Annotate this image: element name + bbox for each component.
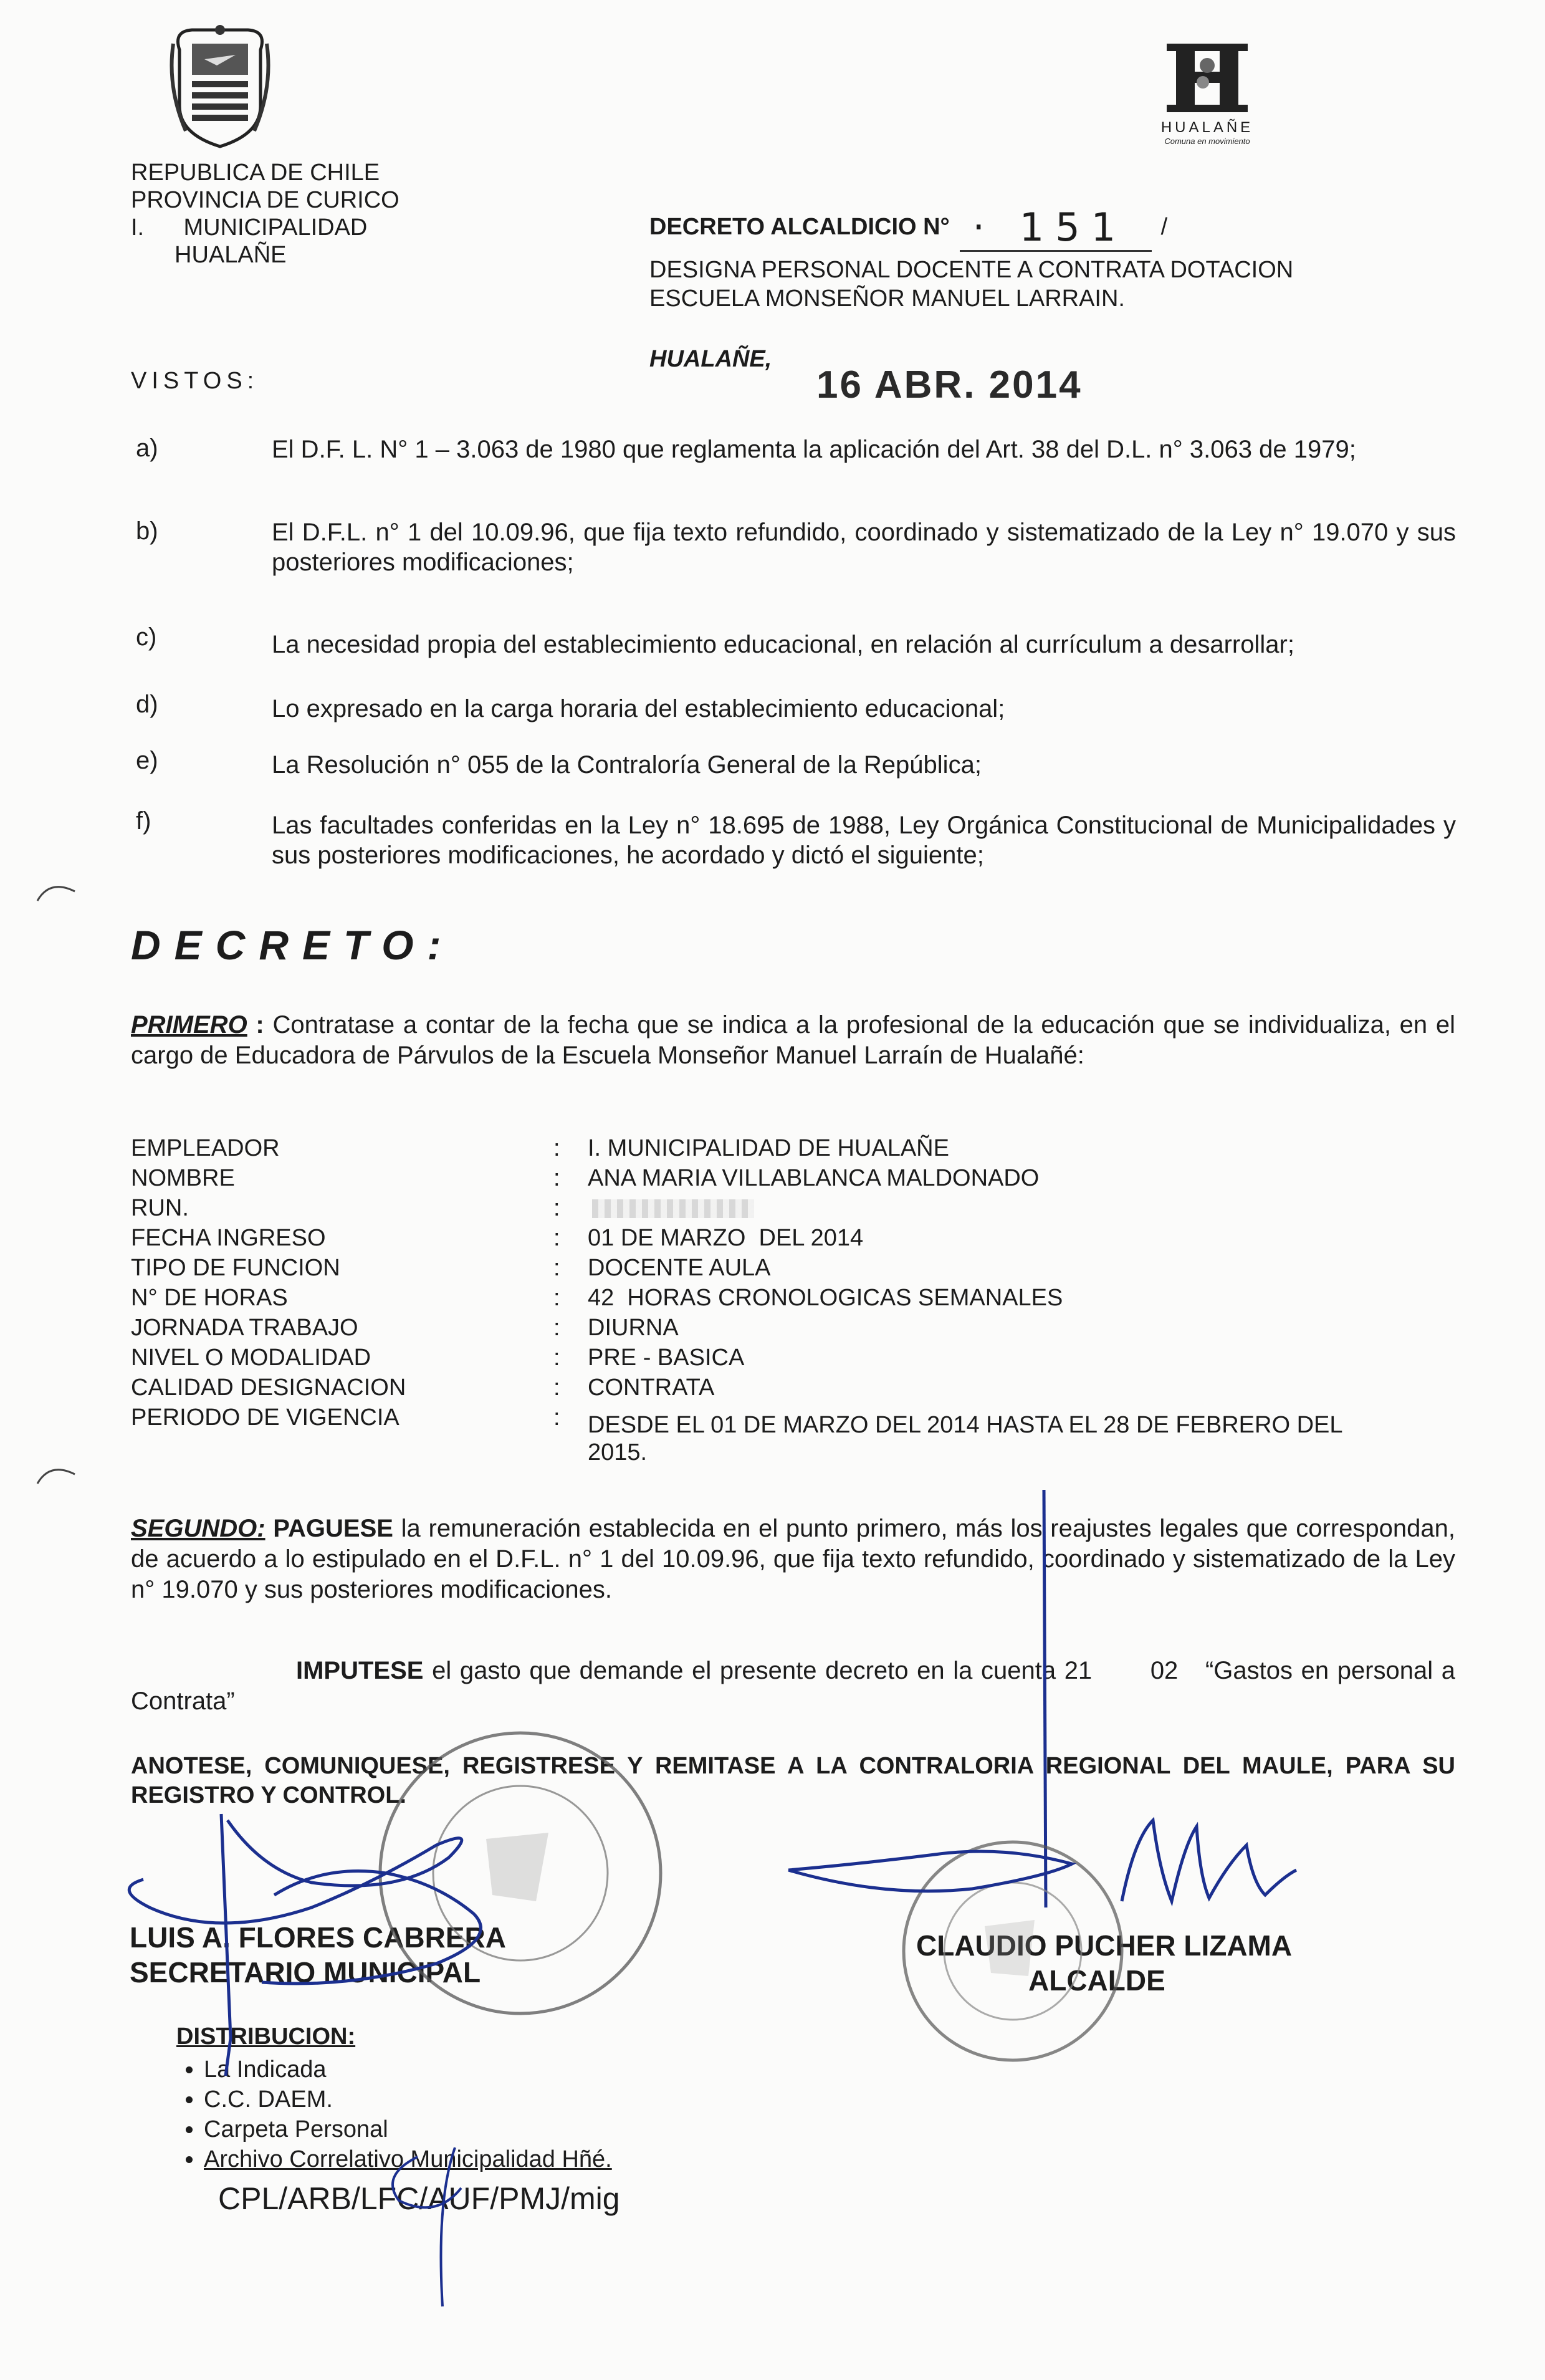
vistos-item-d: Lo expresado en la carga horaria del establecimiento educacional; bbox=[272, 695, 1005, 722]
decree-number-suffix: / bbox=[1160, 214, 1168, 240]
primero-text: Contratase a contar de la fecha que se indica a la profesional de la educación que se individualiza, en el cargo de Educadora de Párvulos de la Escuela Monseñor Manuel Larraín de Hualañé: bbox=[131, 1011, 1456, 1069]
vistos-item-c: La necesidad propia del establecimiento educacional, en relación al currículum a desarrollar; bbox=[272, 631, 1294, 658]
field-colon: : bbox=[553, 1165, 560, 1191]
segundo-bold: PAGUESE bbox=[273, 1515, 393, 1542]
vistos-letter-a: a) bbox=[136, 434, 158, 462]
field-colon: : bbox=[553, 1285, 560, 1311]
distribution-item: • Carpeta Personal bbox=[204, 2114, 612, 2144]
logo-slogan: Comuna en movimiento bbox=[1164, 137, 1250, 146]
field-value-calidad: CONTRATA bbox=[588, 1375, 715, 1401]
issuer-commune: HUALAÑE bbox=[175, 242, 287, 268]
field-colon: : bbox=[553, 1135, 560, 1161]
vistos-heading: VISTOS: bbox=[131, 368, 259, 394]
hualane-logo bbox=[1148, 37, 1266, 162]
segundo-label: SEGUNDO: bbox=[131, 1515, 265, 1542]
distribution-item: • La Indicada bbox=[204, 2055, 612, 2085]
field-colon: : bbox=[553, 1345, 560, 1371]
primero-sep: : bbox=[247, 1011, 273, 1039]
run-redacted bbox=[592, 1199, 754, 1218]
distribution-heading: DISTRIBUCION: bbox=[176, 2023, 356, 2050]
field-value-nivel: PRE - BASICA bbox=[588, 1345, 745, 1371]
vistos-item-f: Las facultades conferidas en la Ley n° 18.695 de 1988, Ley Orgánica Constitucional de Municipalidades y sus posteriores modificaciones, he acordado y dictó el siguiente; bbox=[272, 812, 1456, 869]
field-value-periodo-cont: 2015. bbox=[588, 1439, 648, 1466]
secretary-name: LUIS A. FLORES CABRERA bbox=[130, 1921, 506, 1954]
field-colon: : bbox=[553, 1315, 560, 1341]
field-label-nombre: NOMBRE bbox=[131, 1165, 235, 1191]
field-label-calidad: CALIDAD DESIGNACION bbox=[131, 1375, 406, 1401]
imputese-text3: “Gastos en personal a Contrata” bbox=[131, 1657, 1455, 1715]
vistos-item-e: La Resolución n° 055 de la Contraloría General de la República; bbox=[272, 751, 982, 779]
primero-label: PRIMERO bbox=[131, 1011, 247, 1039]
field-value-empleador: I. MUNICIPALIDAD DE HUALAÑE bbox=[588, 1135, 949, 1161]
field-colon: : bbox=[553, 1404, 560, 1431]
segundo-text: la remuneración establecida en el punto primero, más los reajustes legales que correspondan, de acuerdo a lo estipulado en el D.F.L. n° 1 del 10.09.96, que fija texto refundido, coordinado y sistematizado de la Ley n° 19.070 y sus posteriores modificaciones. bbox=[131, 1515, 1455, 1603]
field-colon: : bbox=[553, 1225, 560, 1251]
field-label-tipo-funcion: TIPO DE FUNCION bbox=[131, 1255, 340, 1281]
vistos-item-b: El D.F.L. n° 1 del 10.09.96, que fija texto refundido, coordinado y sistematizado de la Ley n° 19.070 y sus posteriores modificaciones; bbox=[272, 519, 1456, 576]
imputese-text2: 02 bbox=[1150, 1657, 1179, 1684]
article-segundo bbox=[131, 1514, 1455, 1605]
date-stamp: 16 ABR. 2014 bbox=[816, 363, 1083, 406]
field-label-jornada: JORNADA TRABAJO bbox=[131, 1315, 358, 1341]
place-label: HUALAÑE, bbox=[649, 346, 772, 372]
initials-reference: CPL/ARB/LFC/AUF/PMJ/mig bbox=[218, 2181, 620, 2216]
vistos-letter-f: f) bbox=[136, 807, 151, 835]
vistos-item-a: El D.F. L. N° 1 – 3.063 de 1980 que reglamenta la aplicación del Art. 38 del D.L. n° 3.063 de 1979; bbox=[272, 436, 1356, 463]
imputese-bold: IMPUTESE bbox=[296, 1657, 424, 1684]
mayor-name: CLAUDIO PUCHER LIZAMA bbox=[916, 1929, 1293, 1962]
vistos-letter-c: c) bbox=[136, 623, 157, 651]
secretary-title: SECRETARIO MUNICIPAL bbox=[130, 1956, 481, 1989]
vistos-letter-b: b) bbox=[136, 517, 158, 545]
field-value-tipo-funcion: DOCENTE AULA bbox=[588, 1255, 771, 1281]
decreto-heading: DECRETO: bbox=[131, 922, 455, 968]
field-label-nivel: NIVEL O MODALIDAD bbox=[131, 1345, 371, 1371]
issuer-country: REPUBLICA DE CHILE bbox=[131, 160, 380, 186]
distribution-item: • Archivo Correlativo Municipalidad Hñé. bbox=[204, 2144, 612, 2174]
coat-of-arms-logo bbox=[167, 25, 273, 150]
field-label-periodo: PERIODO DE VIGENCIA bbox=[131, 1404, 399, 1431]
field-colon: : bbox=[553, 1375, 560, 1401]
field-value-jornada: DIURNA bbox=[588, 1315, 679, 1341]
field-value-periodo: DESDE EL 01 DE MARZO DEL 2014 HASTA EL 28 DE FEBRERO DEL bbox=[588, 1412, 1343, 1438]
field-value-nombre: ANA MARIA VILLABLANCA MALDONADO bbox=[588, 1165, 1040, 1191]
decree-number-line bbox=[649, 198, 1168, 250]
decree-number-handwritten: · 151 bbox=[960, 204, 1152, 252]
field-colon: : bbox=[553, 1195, 560, 1221]
vistos-letter-d: d) bbox=[136, 691, 158, 718]
article-primero bbox=[131, 1010, 1455, 1071]
mayor-title: ALCALDE bbox=[1028, 1964, 1165, 1997]
field-label-empleador: EMPLEADOR bbox=[131, 1135, 280, 1161]
logo-name: HUALAÑE bbox=[1160, 119, 1254, 136]
field-value-fecha-ingreso: 01 DE MARZO DEL 2014 bbox=[588, 1225, 864, 1251]
mayor-signature bbox=[788, 1820, 1296, 1901]
distribution-item: • C.C. DAEM. bbox=[204, 2085, 612, 2114]
decree-number-label: DECRETO ALCALDICIO N° bbox=[649, 214, 950, 240]
field-label-horas: N° DE HORAS bbox=[131, 1285, 288, 1311]
vistos-letter-e: e) bbox=[136, 747, 158, 774]
issuer-municipality: I. MUNICIPALIDAD bbox=[131, 214, 368, 241]
issuer-province: PROVINCIA DE CURICO bbox=[131, 187, 399, 213]
field-label-fecha-ingreso: FECHA INGRESO bbox=[131, 1225, 326, 1251]
imputese-text1: el gasto que demande el presente decreto en la cuenta 21 bbox=[432, 1657, 1093, 1684]
field-value-horas: 42 HORAS CRONOLOGICAS SEMANALES bbox=[588, 1285, 1063, 1311]
field-colon: : bbox=[553, 1255, 560, 1281]
imputese-paragraph bbox=[131, 1656, 1455, 1717]
field-label-run: RUN. bbox=[131, 1195, 189, 1221]
decree-subject: DESIGNA PERSONAL DOCENTE A CONTRATA DOTACION ESCUELA MONSEÑOR MANUEL LARRAIN. bbox=[649, 257, 1294, 312]
anotese-paragraph: ANOTESE, COMUNIQUESE, REGISTRESE Y REMITASE A LA CONTRALORIA REGIONAL DEL MAULE, PARA SU REGISTRO Y CONTROL. bbox=[131, 1753, 1455, 1808]
issuer-block bbox=[131, 159, 399, 269]
distribution-list bbox=[176, 2055, 612, 2174]
